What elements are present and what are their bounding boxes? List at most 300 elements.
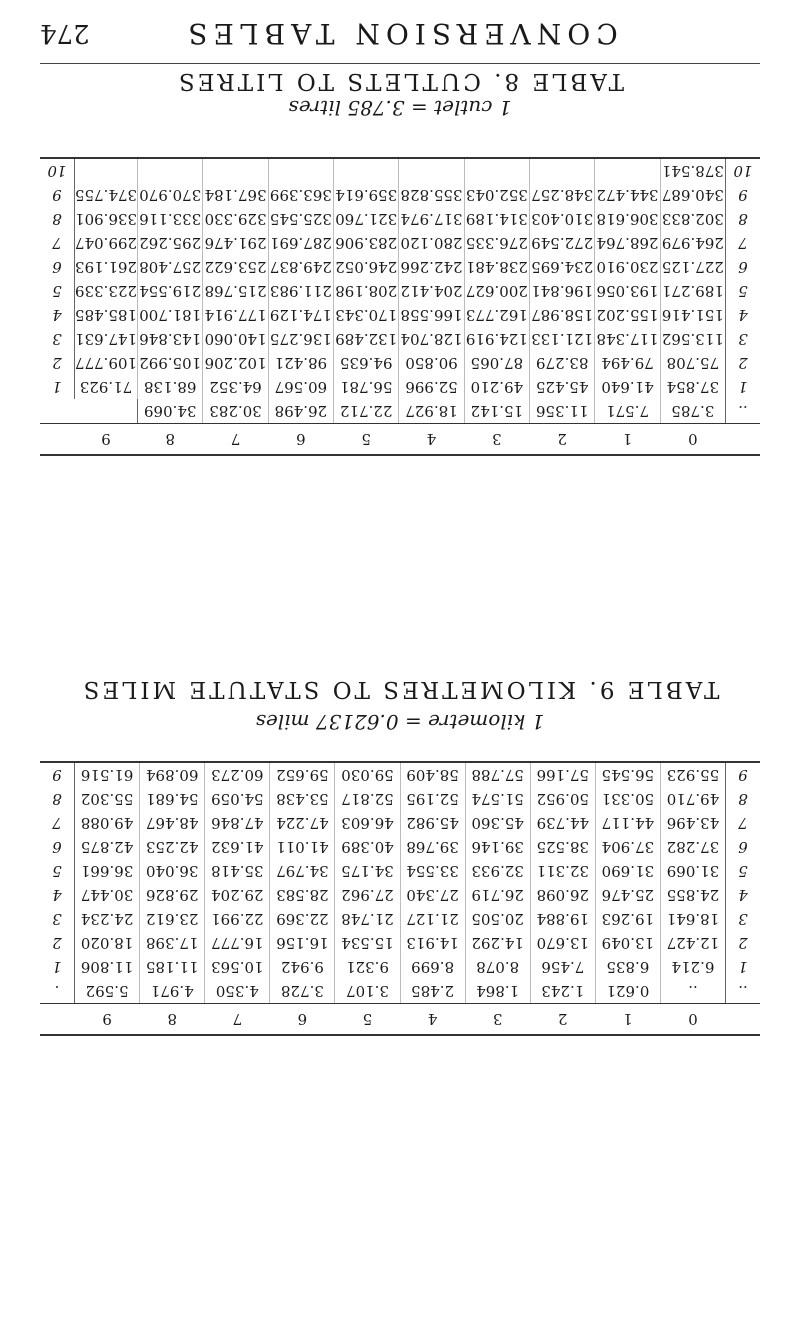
table-cell: 223.339 [75, 282, 138, 300]
table-cell: 9.321 [335, 955, 400, 979]
table-cell: 10.563 [205, 955, 270, 979]
table-cell: 49.088 [80, 814, 134, 832]
table-cell: 21.127 [400, 907, 465, 931]
table-cell: 79.494 [595, 351, 660, 375]
table8-subtitle: 1 cutlet = 3.785 litres [288, 96, 512, 120]
table-cell: 283.906 [334, 231, 399, 255]
column-header: 1 [595, 1004, 660, 1036]
table-cell: 34.175 [335, 859, 400, 883]
table-cell: 272.549 [530, 231, 595, 255]
table-cell: 102.206 [203, 351, 268, 375]
column-header: 9 [75, 424, 138, 456]
row-label: 6 [40, 835, 75, 859]
table-cell: 299.047 [75, 234, 138, 252]
table-cell: 44.739 [530, 811, 595, 835]
table-row [40, 327, 760, 351]
table-cell: 2.485 [400, 979, 465, 1004]
table-row [40, 883, 760, 907]
table-cell: 17.398 [140, 931, 205, 955]
table-cell: 58.409 [400, 762, 465, 787]
table-cell: 291.476 [203, 231, 268, 255]
table-cell: 166.558 [399, 303, 464, 327]
table-cell: 75.708 [660, 351, 725, 375]
table-cell: 1.864 [465, 979, 530, 1004]
table-cell: 20.505 [465, 907, 530, 931]
table-cell: 52.195 [400, 787, 465, 811]
row-label: 8 [726, 207, 761, 231]
column-header: 0 [660, 424, 725, 456]
table-row [40, 835, 760, 859]
table-cell: 13.670 [530, 931, 595, 955]
table-cell [334, 158, 399, 183]
column-header: 8 [138, 424, 203, 456]
row-label: 2 [726, 931, 761, 955]
table-cell: 7.456 [530, 955, 595, 979]
table-cell: 44.117 [595, 811, 660, 835]
table-cell: 4.971 [140, 979, 205, 1004]
row-label: 9 [726, 762, 761, 787]
row-label: 6 [726, 835, 761, 859]
table9-subtitle: 1 kilometre = 0.62137 miles [255, 710, 545, 734]
page-number: 274 [40, 18, 90, 48]
table-cell: 16.777 [205, 931, 270, 955]
row-label: 5 [726, 279, 761, 303]
table-cell: 34.069 [143, 402, 197, 420]
table-cell: 6.835 [595, 955, 660, 979]
table-cell: 317.974 [399, 207, 464, 231]
column-header: 0 [660, 1004, 725, 1036]
column-header [726, 424, 761, 456]
table-cell: 25.476 [595, 883, 660, 907]
table-cell: 37.854 [660, 375, 725, 399]
column-header: 6 [268, 424, 333, 456]
table-row [40, 375, 760, 399]
table-cell: 158.987 [530, 303, 595, 327]
table-cell: 18.927 [399, 399, 464, 424]
table-cell: 15.142 [464, 399, 529, 424]
row-label: 6 [40, 255, 75, 279]
table-cell: 43.496 [660, 811, 725, 835]
table-cell: 23.612 [140, 907, 205, 931]
table-cell: 47.224 [270, 811, 335, 835]
table-cell: 31.069 [660, 859, 725, 883]
table-cell: 151.416 [660, 303, 725, 327]
row-label: 3 [40, 907, 75, 931]
table-cell: 193.056 [595, 279, 660, 303]
column-header [40, 424, 75, 456]
table-cell: 31.690 [595, 859, 660, 883]
row-label: 4 [40, 883, 75, 907]
table-cell: 60.567 [268, 375, 333, 399]
table-cell: 90.850 [399, 351, 464, 375]
table-cell: 9.942 [270, 955, 335, 979]
head-rule [40, 63, 760, 64]
table-cell: 355.828 [399, 183, 464, 207]
table-cell: 26.498 [268, 399, 333, 424]
table-cell: 22.712 [334, 399, 399, 424]
header-row [40, 1004, 760, 1036]
table-cell: 35.418 [205, 859, 270, 883]
table-row [40, 231, 760, 255]
table-cell: 26.719 [465, 883, 530, 907]
table-row [40, 955, 760, 979]
table-cell: 174.129 [268, 303, 333, 327]
table-cell: 378.541 [660, 158, 725, 183]
table-row [40, 255, 760, 279]
table-cell: 287.691 [268, 231, 333, 255]
table-cell: 57.788 [465, 762, 530, 787]
table-cell: 24.234 [80, 910, 134, 928]
table-cell: 59.652 [270, 762, 335, 787]
table-cell: 27.340 [400, 883, 465, 907]
row-label: .. [726, 979, 761, 1004]
column-header: 1 [595, 424, 660, 456]
table-cell: 19.263 [595, 907, 660, 931]
column-header: 7 [205, 1004, 270, 1036]
row-label: 1 [40, 955, 75, 979]
table-cell: 55.302 [80, 790, 134, 808]
table-cell: 3.785 [660, 399, 725, 424]
running-head [40, 14, 760, 54]
table-cell: 38.525 [530, 835, 595, 859]
table-cell: 94.635 [334, 351, 399, 375]
table-cell: 30.447 [80, 886, 134, 904]
table-cell: 50.331 [595, 787, 660, 811]
table-cell: 117.348 [595, 327, 660, 351]
row-label: 10 [40, 158, 75, 183]
table-cell: 124.919 [464, 327, 529, 351]
table-cell: 32.311 [530, 859, 595, 883]
table-cell: 41.640 [595, 375, 660, 399]
table-row [40, 931, 760, 955]
table-cell: 59.030 [335, 762, 400, 787]
table-row [40, 158, 760, 183]
table-cell: 11.185 [140, 955, 205, 979]
table-cell: 60.894 [140, 762, 205, 787]
table-cell: 32.933 [465, 859, 530, 883]
table-row [40, 762, 760, 787]
table-cell: 3.107 [335, 979, 400, 1004]
table-cell: 39.146 [465, 835, 530, 859]
table-cell: 219.554 [138, 279, 203, 303]
table-row [40, 207, 760, 231]
column-header: 5 [335, 1004, 400, 1036]
column-header: 4 [399, 424, 464, 456]
table-cell: 29.204 [205, 883, 270, 907]
table-cell: 64.352 [203, 375, 268, 399]
table-cell: 8.078 [465, 955, 530, 979]
table-cell: 352.043 [464, 183, 529, 207]
table8-title: TABLE 8. CUTLETS TO LITRES [175, 68, 625, 94]
table-cell: 181.700 [138, 303, 203, 327]
table-cell: 329.330 [203, 207, 268, 231]
row-label: 4 [726, 883, 761, 907]
table-cell: .. [660, 979, 725, 1004]
column-header: 8 [140, 1004, 205, 1036]
row-label [75, 399, 138, 424]
table-cell: 367.184 [203, 183, 268, 207]
table8 [40, 157, 760, 456]
table-cell: 370.970 [138, 183, 203, 207]
table-cell: 8.699 [400, 955, 465, 979]
table-cell: 234.695 [530, 255, 595, 279]
table-cell: 336.901 [75, 210, 138, 228]
column-header [726, 1004, 761, 1036]
table-cell: 242.266 [399, 255, 464, 279]
table-cell: 215.768 [203, 279, 268, 303]
row-label: 4 [40, 303, 75, 327]
table-cell: 0.621 [595, 979, 660, 1004]
table-cell: 21.748 [335, 907, 400, 931]
table-cell: 121.133 [530, 327, 595, 351]
row-label: 8 [726, 787, 761, 811]
table-cell: 333.116 [138, 207, 203, 231]
table-cell: 227.125 [660, 255, 725, 279]
table-cell: 57.166 [530, 762, 595, 787]
table-cell: 211.983 [268, 279, 333, 303]
table-cell: 61.516 [75, 762, 140, 787]
row-label: 7 [726, 231, 761, 255]
table-cell: 162.773 [464, 303, 529, 327]
table-row [40, 787, 760, 811]
row-label: 1 [726, 955, 761, 979]
table-row [40, 811, 760, 835]
column-header: 6 [270, 1004, 335, 1036]
table9-title: TABLE 9. KILOMETRES TO STATUTE MILES [80, 676, 720, 702]
column-header: 3 [465, 1004, 530, 1036]
table-cell: 36.661 [80, 862, 134, 880]
row-label: 7 [40, 811, 75, 835]
column-header [40, 1004, 75, 1036]
table-cell: 261.193 [75, 258, 138, 276]
table-cell: 170.343 [334, 303, 399, 327]
table-cell: 52.996 [399, 375, 464, 399]
running-title: CONVERSION TABLES [182, 17, 618, 51]
table-cell: 238.481 [464, 255, 529, 279]
table-cell: 50.952 [530, 787, 595, 811]
table-row [40, 183, 760, 207]
table-cell: 340.687 [660, 183, 725, 207]
table-cell: 30.283 [203, 399, 268, 424]
table-cell: 310.403 [530, 207, 595, 231]
table-cell: 41.632 [205, 835, 270, 859]
table-row [40, 351, 760, 375]
row-label: 8 [40, 787, 75, 811]
table-cell: 189.271 [660, 279, 725, 303]
table-cell: 11.806 [80, 958, 134, 976]
table-cell: 6.214 [660, 955, 725, 979]
table-row [40, 279, 760, 303]
table-cell: 276.335 [464, 231, 529, 255]
table-cell: 12.427 [660, 931, 725, 955]
table-cell [464, 158, 529, 183]
table-cell: 136.275 [268, 327, 333, 351]
table-cell: 18.020 [80, 934, 134, 952]
table-cell: 33.554 [400, 859, 465, 883]
table-cell: 45.360 [465, 811, 530, 835]
table-cell [399, 158, 464, 183]
table-cell: 143.846 [138, 327, 203, 351]
table-cell: 49.710 [660, 787, 725, 811]
table-cell: 185.485 [75, 306, 138, 324]
table-cell: 128.704 [399, 327, 464, 351]
row-label: 2 [40, 931, 75, 955]
row-label: 1 [40, 375, 75, 399]
table-cell: 1.243 [530, 979, 595, 1004]
table-cell [138, 158, 203, 183]
table-cell: 41.011 [270, 835, 335, 859]
row-label: 5 [40, 279, 75, 303]
table-cell: 56.781 [334, 375, 399, 399]
table-cell: 363.399 [268, 183, 333, 207]
table-cell: 204.412 [399, 279, 464, 303]
row-label: 9 [726, 183, 761, 207]
table-row [40, 979, 760, 1004]
table-cell: 15.534 [335, 931, 400, 955]
table-cell: 208.198 [334, 279, 399, 303]
table-cell: 24.855 [660, 883, 725, 907]
column-header: 4 [400, 1004, 465, 1036]
table-cell: 27.962 [335, 883, 400, 907]
column-header: 2 [530, 424, 595, 456]
table-cell: 29.826 [140, 883, 205, 907]
table-cell: 105.992 [138, 351, 203, 375]
table-cell: 325.545 [268, 207, 333, 231]
table-cell: 87.065 [464, 351, 529, 375]
table-cell: 54.681 [140, 787, 205, 811]
table-cell: 348.257 [530, 183, 595, 207]
row-label: 3 [726, 327, 761, 351]
table-cell [595, 158, 660, 183]
table-cell: 200.627 [464, 279, 529, 303]
table9 [40, 761, 760, 1036]
row-label: 6 [726, 255, 761, 279]
row-label: 9 [40, 183, 75, 207]
table-cell: 140.060 [203, 327, 268, 351]
table-cell: 36.040 [140, 859, 205, 883]
table-cell: 53.438 [270, 787, 335, 811]
table-cell: 39.768 [400, 835, 465, 859]
table-cell: 344.472 [595, 183, 660, 207]
row-label: 2 [40, 351, 75, 375]
row-label: 3 [40, 327, 75, 351]
row-label: 8 [40, 207, 75, 231]
table-cell: 83.279 [530, 351, 595, 375]
table-cell: 37.904 [595, 835, 660, 859]
row-label: 7 [40, 231, 75, 255]
table-cell: 196.841 [530, 279, 595, 303]
table-row [40, 907, 760, 931]
column-header: 3 [464, 424, 529, 456]
row-label: .. [726, 399, 761, 424]
table-cell: 109.777 [75, 354, 138, 372]
table-cell: 42.253 [140, 835, 205, 859]
table-cell: 246.052 [334, 255, 399, 279]
table-cell: 280.120 [399, 231, 464, 255]
table-row [40, 399, 760, 424]
table-cell: 7.571 [595, 399, 660, 424]
table-cell: 46.603 [335, 811, 400, 835]
table-cell: 19.884 [530, 907, 595, 931]
table-cell: 177.914 [203, 303, 268, 327]
table-cell: 45.982 [400, 811, 465, 835]
column-header: 5 [334, 424, 399, 456]
table-cell: 47.846 [205, 811, 270, 835]
table-cell: 18.641 [660, 907, 725, 931]
table-cell: 374.755 [75, 186, 138, 204]
row-label: . [40, 979, 75, 1004]
table-cell: 155.202 [595, 303, 660, 327]
table-cell: 147.631 [75, 330, 138, 348]
table-cell: 16.156 [270, 931, 335, 955]
table-cell: 40.389 [335, 835, 400, 859]
row-label: 10 [726, 158, 761, 183]
table-cell: 302.833 [660, 207, 725, 231]
table-cell: 268.764 [595, 231, 660, 255]
table-cell: 42.875 [80, 838, 134, 856]
table-cell: 48.467 [140, 811, 205, 835]
table-cell: 3.728 [270, 979, 335, 1004]
table-cell: 306.618 [595, 207, 660, 231]
table-cell: 60.273 [205, 762, 270, 787]
table-cell: 264.979 [660, 231, 725, 255]
table-cell: 22.991 [205, 907, 270, 931]
table-cell [530, 158, 595, 183]
column-header: 7 [203, 424, 268, 456]
table-cell: 54.059 [205, 787, 270, 811]
row-label: 1 [726, 375, 761, 399]
table-cell: 257.408 [138, 255, 203, 279]
table-cell: 51.574 [465, 787, 530, 811]
table-cell: 13.049 [595, 931, 660, 955]
table-cell: 14.913 [400, 931, 465, 955]
header-row [40, 424, 760, 456]
row-label: 5 [40, 859, 75, 883]
table-cell: 49.210 [464, 375, 529, 399]
table-cell: 71.923 [79, 378, 133, 396]
row-label: 2 [726, 351, 761, 375]
table-cell: 295.262 [138, 231, 203, 255]
table-cell: 132.489 [334, 327, 399, 351]
table-cell: 14.292 [465, 931, 530, 955]
table-cell: 11.356 [530, 399, 595, 424]
table-row [40, 303, 760, 327]
table-cell: 68.138 [138, 375, 203, 399]
table-cell: 22.369 [270, 907, 335, 931]
table-cell: 321.760 [334, 207, 399, 231]
table-cell [75, 158, 138, 183]
row-label: 3 [726, 907, 761, 931]
table-cell: 4.350 [205, 979, 270, 1004]
table-cell: 98.421 [268, 351, 333, 375]
table-cell: 34.797 [270, 859, 335, 883]
table-cell: 5.592 [85, 982, 129, 1000]
table-cell: 26.098 [530, 883, 595, 907]
column-header: 9 [75, 1004, 140, 1036]
table-cell: 37.282 [660, 835, 725, 859]
table-cell: 230.910 [595, 255, 660, 279]
table-row [40, 859, 760, 883]
table-cell: 56.545 [595, 762, 660, 787]
table-cell: 28.583 [270, 883, 335, 907]
row-label: 5 [726, 859, 761, 883]
table-cell: 253.622 [203, 255, 268, 279]
table-cell: 314.189 [464, 207, 529, 231]
table-cell: 52.817 [335, 787, 400, 811]
table-cell: 113.562 [660, 327, 725, 351]
table-cell: 359.614 [334, 183, 399, 207]
column-header: 2 [530, 1004, 595, 1036]
